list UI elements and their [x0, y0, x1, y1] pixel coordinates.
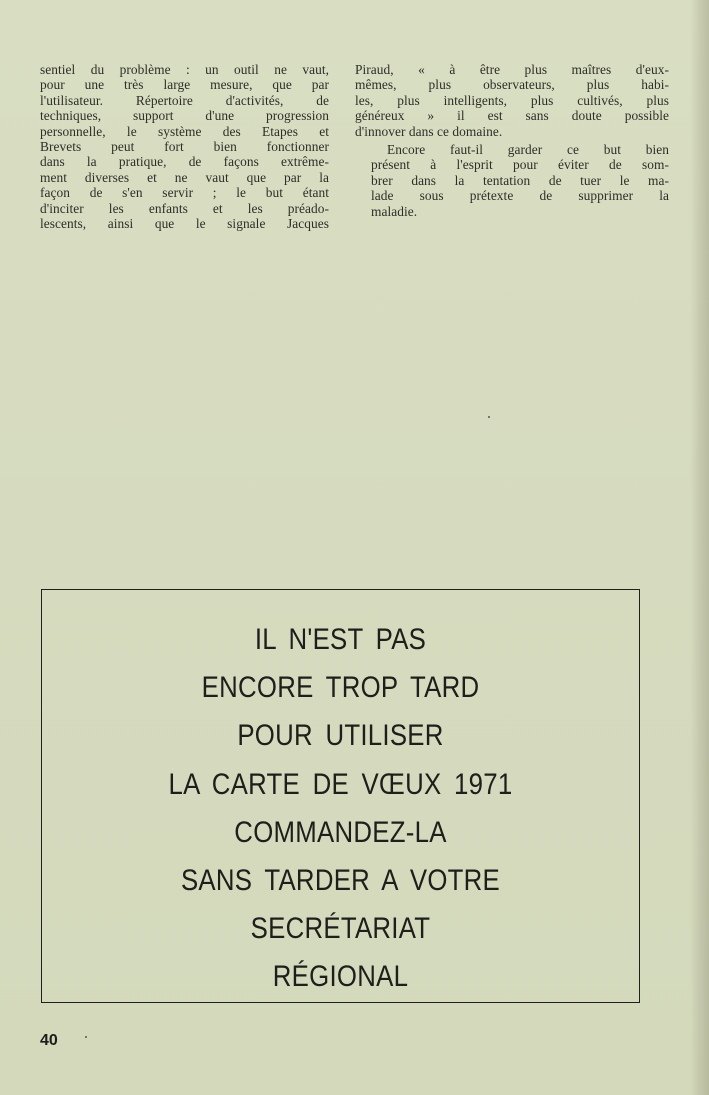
text-line: sentiel du problème : un outil ne vaut, — [40, 62, 329, 77]
notice-line: SECRÉTARIAT — [250, 912, 431, 946]
text-line: pour une très large mesure, que par — [40, 77, 329, 93]
notice-line: POUR UTILISER — [237, 719, 444, 753]
text-line: Brevets peut fort bien fonctionner — [40, 138, 329, 154]
text-line: généreux » il est sans doute possible — [355, 108, 669, 124]
text-line: façon de s'en servir ; le but étant — [40, 185, 329, 201]
notice-line: IL N'EST PAS — [254, 623, 427, 656]
text-line: ment diverses et ne vaut que par la — [40, 169, 329, 185]
text-line: brer dans la tentation de tuer le ma- — [371, 172, 669, 188]
notice-line: SANS TARDER A VOTRE — [180, 864, 501, 898]
notice-line: RÉGIONAL — [272, 960, 409, 994]
article-paragraph-2 — [355, 142, 669, 219]
article-paragraph-1 — [355, 62, 669, 139]
notice-line: COMMANDEZ-LA — [234, 815, 447, 849]
article-column-left — [40, 62, 329, 231]
notice-text — [84, 616, 597, 1002]
notice-box — [41, 589, 640, 1003]
text-line: l'utilisateur. Répertoire d'activités, de — [40, 92, 329, 108]
print-speck — [488, 416, 490, 418]
article-column-right — [355, 62, 669, 219]
text-line: dans la pratique, de façons extrême- — [40, 154, 329, 170]
text-line: Piraud, « à être plus maîtres d'eux- — [355, 62, 669, 77]
text-line: techniques, support d'une progression — [40, 108, 329, 124]
text-line: personnelle, le système des Etapes et — [40, 123, 329, 139]
print-speck — [85, 1036, 87, 1038]
text-line: lade sous prétexte de supprimer la — [371, 188, 669, 204]
text-line: mêmes, plus observateurs, plus habi- — [355, 77, 669, 93]
text-line: d'inciter les enfants et les préado- — [40, 200, 329, 216]
notice-line: LA CARTE DE VŒUX 1971 — [168, 767, 513, 801]
notice-line: ENCORE TROP TARD — [201, 671, 480, 705]
text-line: lescents, ainsi que le signale Jacques — [40, 215, 329, 231]
text-line: d'innover dans ce domaine. — [355, 123, 503, 139]
text-line: les, plus intelligents, plus cultivés, plus — [355, 92, 669, 108]
page-number: 40 — [40, 1032, 58, 1049]
text-line: Encore faut-il garder ce but bien — [387, 141, 669, 157]
text-line: maladie. — [371, 203, 418, 219]
text-line: présent à l'esprit pour éviter de som- — [371, 157, 669, 173]
article-paragraph — [40, 62, 329, 231]
